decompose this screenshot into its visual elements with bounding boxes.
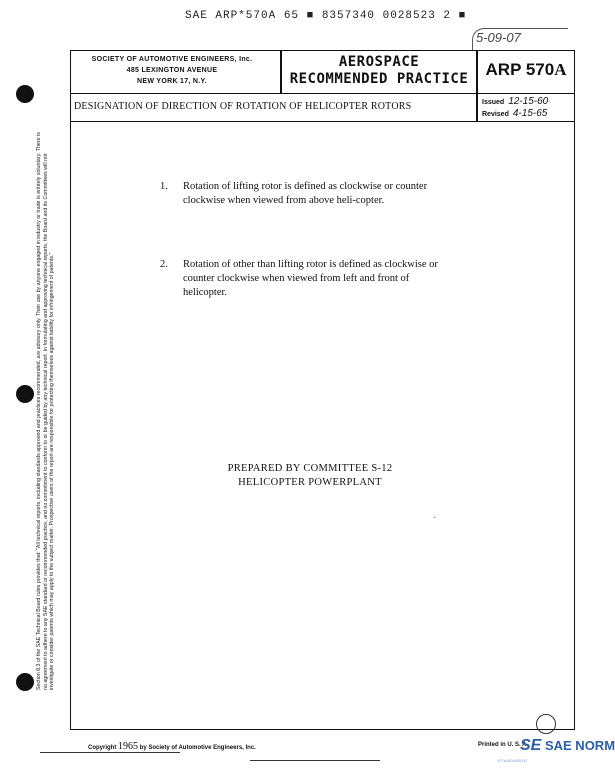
logo-mark: SE — [520, 737, 542, 754]
handwritten-date: 5-09-07 — [476, 30, 521, 45]
document-frame — [70, 50, 575, 730]
revised-label: Revised — [482, 111, 509, 118]
copyright-owner: by Society of Automotive Engineers, Inc. — [139, 745, 256, 751]
list-item — [160, 258, 460, 303]
item-text: Rotation of lifting rotor is defined as clockwise or counter clockwise when viewed from above heli-copter. — [183, 181, 428, 206]
prepared-committee: PREPARED BY COMMITTEE S-12 — [227, 463, 393, 474]
document-number — [478, 60, 574, 80]
item-text: Rotation of other than lifting rotor is defined as clockwise or counter clockwise when viewed from left and front of helicopter. — [183, 259, 438, 298]
punch-hole — [16, 385, 34, 403]
document-type — [282, 54, 476, 88]
copyright-label: Copyright — [88, 745, 117, 751]
side-disclaimer: Section 8.3 of the SAE Technical Board rules provides that: "All technical reports, including standards approved and practices recommended, are advisory only. Their use by anyone engaged in industry or trade is entirely voluntary. There is no agreement to adhere to any SAE standard or recommended practice, and no commitment to conform to or be guided by any technical report. In formulating and approving technical reports, the Board and its Committees will not investigate or consider patents which may apply to the subject matter. Prospective users of the report are responsible for protecting themselves against liability for infringement of patents." — [36, 132, 55, 690]
revised-date: 4-15-65 — [512, 108, 548, 119]
copyright-year: 1965 — [118, 741, 139, 752]
sae-norm-logo — [520, 737, 615, 755]
doc-type-line1: AEROSPACE — [338, 54, 420, 70]
doc-suffix: A — [554, 60, 567, 79]
doc-number: ARP 570 — [485, 60, 555, 79]
item-number: 2. — [160, 259, 168, 270]
issued-date: 12-15-60 — [508, 96, 549, 107]
scan-line — [40, 752, 180, 753]
list-item — [160, 180, 460, 225]
organization-block — [72, 54, 272, 87]
prepared-group: HELICOPTER POWERPLANT — [238, 477, 382, 488]
punch-hole — [16, 673, 34, 691]
scan-line — [250, 760, 380, 761]
title-divider — [476, 94, 478, 122]
issued-label: Issued — [482, 99, 505, 106]
document-title: DESIGNATION OF DIRECTION OF ROTATION OF HELICOPTER ROTORS — [74, 101, 412, 112]
item-number: 1. — [160, 181, 168, 192]
org-address: 485 LEXINGTON AVENUE — [126, 67, 218, 74]
punch-hole — [16, 85, 34, 103]
org-name: SOCIETY OF AUTOMOTIVE ENGINEERS, Inc. — [91, 56, 253, 63]
logo-subtitle: STANDARDS — [498, 758, 527, 763]
logo-text: SAE NORM — [544, 738, 615, 753]
stray-mark: ˰ — [433, 508, 437, 519]
dates-block — [482, 96, 548, 120]
prepared-by — [150, 462, 470, 490]
document-code-line: SAE ARP*570A 65 ■ 8357340 0028523 2 ■ — [185, 10, 467, 22]
org-city: NEW YORK 17, N.Y. — [137, 78, 207, 85]
copyright-line — [88, 741, 256, 752]
handwritten-loop — [536, 714, 556, 734]
doc-type-line2: RECOMMENDED PRACTICE — [289, 71, 469, 87]
printed-in: Printed in U. S. A. — [478, 742, 529, 748]
